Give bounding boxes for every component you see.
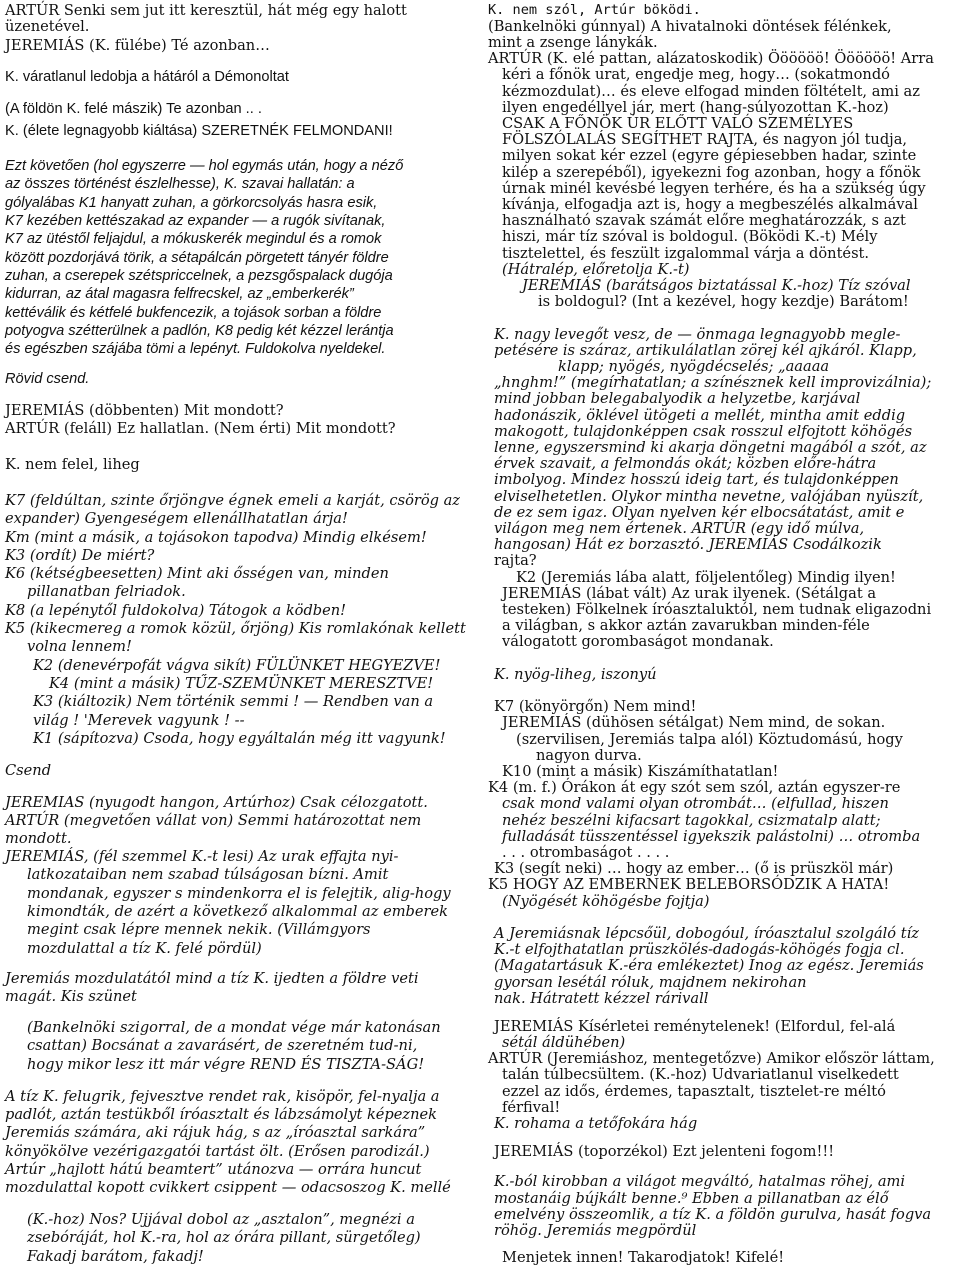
text-line: elviselhetetlen. Olykor mintha nevetne, valójában nyüszít,: [494, 487, 924, 505]
text-line: fulladását tüsszentéssel igyekszik palástolni) … otromba: [502, 827, 921, 845]
text-line: testeken) Fölkelnek íróasztaluktól, nem tudnak eligazodni: [502, 601, 932, 618]
text-line: FÖLSZÓLALÁS SEGÍTHET RAJTA, és nagyon jól tudja,: [502, 131, 908, 149]
text-line: K7 (könyörgőn) Nem mind!: [494, 698, 697, 716]
text-line: a világban, s akkor aztán zavarukban minden-féle: [502, 617, 870, 635]
text-line: lenne, egyszersmind ki akarja döngetni magából a szót, az: [494, 439, 927, 456]
text-line: K7 (feldúltan, szinte őrjöngve égnek emeli a karját, csörög az: [5, 492, 460, 509]
text-line: tisztelettel, és feszült izgalommal várja a döntést.: [502, 244, 870, 262]
text-line: JEREMIÁS Kísérletei reménytelenek! (Elfordul, fel-alá: [494, 1017, 896, 1035]
text-line: csak mond valami olyan otrombát… (elfullad, hiszen: [502, 795, 889, 813]
text-line: K. nyög-liheg, iszonyú: [494, 665, 657, 683]
text-line: K. váratlanul ledobja a hátáról a Démonoltat: [5, 69, 289, 85]
text-line: kettéválik és kétfelé bukfencezik, a tojások sorban a földre: [5, 305, 382, 321]
text-line: nak. Hátratett kézzel rárivall: [494, 989, 709, 1007]
text-line: K4 (mint a másik) TŰZ-SZEMÜNKET MERESZTVE!: [49, 675, 434, 692]
text-line: ezzel az idős, érdemes, tapasztalt, tisztelet-re méltó: [502, 1082, 886, 1100]
text-line: milyen sokat kér ezzel (egyre gépiesebben hadar, szinte: [502, 147, 917, 165]
text-line: kilép a szerepéből), igyekezni fog azonban, hogy a főnök: [502, 163, 921, 181]
text-line: JEREMIÁS (barátságos biztatással K.-hoz) Tíz szóval: [522, 277, 911, 294]
text-line: Artúr „hajlott hátú beamtert” utánozva — orrára huncut: [5, 1161, 422, 1178]
text-line: K2 (denevérpofát vágva sikít) FÜLÜNKET HEGYEZVE!: [33, 657, 441, 674]
text-line: (Hátralép, előretolja K.-t): [502, 260, 690, 278]
text-line: gólyalábas K1 hanyatt zuhan, a görkorcsolyás hasra esik,: [5, 195, 378, 211]
text-line: klapp; nyögés, nyögdécselés; „aaaaa: [558, 358, 830, 375]
text-line: K. nem szól, Artúr böködi.: [488, 1, 701, 18]
text-line: hangosan) Hát ez borzasztó. JEREMIÁS Csodálkozik: [494, 536, 882, 554]
text-line: között pozdorjává törik, a sétapálcán pörgetett tányér földre: [5, 250, 389, 266]
text-line: K1 (sápítozva) Csoda, hogy egyáltalán még itt vagyunk!: [33, 730, 446, 747]
text-line: úrnak minél kevésbé legyen terhére, és ha a szükség úgy: [502, 179, 926, 197]
text-line: hogy mikor lesz itt már végre REND ÉS TISZTA-SÁG!: [27, 1056, 425, 1073]
text-line: sétál áldühében): [502, 1033, 626, 1051]
text-line: férfival!: [502, 1098, 561, 1116]
text-line: „hnghm!” (megírhatatlan; a színésznek kell improvizálnia);: [494, 374, 932, 392]
text-line: nagyon durva.: [536, 746, 642, 764]
text-line: Km (mint a másik, a tojásokon tapodva) Mindig elkésem!: [5, 529, 427, 546]
text-line: kimondták, de azért a következő alkalommal az emberek: [27, 903, 448, 920]
text-line: érvek szavait, a felmondás okát; közben előre-hátra: [494, 455, 877, 473]
text-line: nehéz beszélni kifacsart tagokkal, csizmatalp alatt;: [502, 811, 881, 829]
text-line: potyogva szétterülnek a padlón, K8 pedig két kézzel lerántja: [5, 323, 394, 339]
text-line: hiszi, már tíz szóval is boldogul. (Böködi K.-t) Mély: [502, 228, 878, 246]
text-line: K7 kezében kettészakad az expander — a rugók sivítanak,: [5, 213, 386, 229]
text-line: mind jobban belegabalyodik a helyzetbe, karjával: [494, 390, 861, 408]
text-line: zuhan, a cserepek szétspriccelnek, a pezsgőspalack dugója: [5, 268, 393, 284]
text-line: kívánja, elfogadja azt is, hogy a megbeszélés alkalmával: [502, 196, 918, 213]
text-line: K3 (ordít) De miért?: [5, 547, 155, 564]
text-line: K6 (kétségbeesetten) Mint aki ősségen van, minden: [5, 565, 389, 582]
text-line: K5 HOGY AZ EMBERNEK BELEBORSÓDZIK A HATA!: [488, 876, 890, 894]
text-line: K. (élete legnagyobb kiáltása) SZERETNÉK FELMONDANI!: [5, 123, 393, 139]
text-line: zsebóráját, hol K.-ra, hol az órára pillant, sürgetőleg): [27, 1229, 421, 1246]
text-line: magát. Kis szünet: [5, 988, 137, 1005]
text-line: K.-ból kirobban a világot megváltó, hatalmas röhej, ami: [494, 1173, 906, 1191]
text-line: üzenetével.: [5, 18, 90, 35]
text-line: K3 (kiáltozik) Nem történik semmi ! — Rendben van a: [33, 693, 434, 710]
text-line: és egészben szájába tömi a lepényt. Fuldokolva nyeldekel.: [5, 341, 386, 357]
text-line: K4 (m. f.) Órákon át egy szót sem szól, aztán egyszer-re: [488, 779, 901, 797]
text-line: mostanáig bújkált benne.⁹ Ebben a pillanatban az élő: [494, 1189, 889, 1207]
text-line: A Jeremiásnak lépcsőül, dobogóul, íróasztalul szolgáló tíz: [494, 925, 919, 942]
text-line: CSAK A FŐNÖK ÚR ELŐTT VALÓ SZEMÉLYES: [502, 115, 854, 132]
text-line: ARTÚR (feláll) Ez hallatlan. (Nem érti) Mit mondott?: [5, 420, 396, 437]
text-line: latkozataiban nem szabad túlságosan bízni. Amit: [27, 866, 389, 883]
text-line: kézmozdulat)… és eleve elfogad minden föltételt, ami az: [502, 82, 920, 100]
text-line: használható szavak számát előre meghatározzák, s azt: [502, 212, 906, 230]
text-line: (Bankelnöki szigorral, de a mondat vége már katonásan: [27, 1019, 441, 1036]
text-line: Rövid csend.: [5, 371, 90, 387]
text-line: ilyen engedéllyel jár, mert (hang-súlyozottan K.-hoz): [502, 98, 889, 116]
text-line: Fakadj barátom, fakadj!: [27, 1248, 204, 1265]
text-line: megint csak lépre mennek nekik. (Villámgyors: [27, 921, 371, 938]
text-line: emelvény összeomlik, a tíz K. a földön gurulva, hasát fogva: [494, 1205, 932, 1223]
text-line: pillanatban felriadok.: [27, 583, 186, 600]
text-line: ARTÚR (Jeremiáshoz, mentegetőzve) Amikor először láttam,: [488, 1050, 935, 1068]
text-line: padlót, aztán testükből íróasztalt és lábzsámolyt képeznek: [5, 1106, 437, 1123]
text-line: világ ! 'Merevek vagyunk ! --: [33, 712, 245, 729]
text-line: (szervilisen, Jeremiás talpa alól) Köztudomású, hogy: [516, 730, 903, 748]
text-line: JEREMIÁS (K. fülébe) Té azonban…: [5, 37, 270, 54]
text-line: JEREMIÁS (dühösen sétálgat) Nem mind, de sokan.: [502, 714, 886, 732]
text-line: (K.-hoz) Nos? Ujjával dobol az „asztalon”, megnézi a: [27, 1211, 415, 1228]
text-line: is boldogul? (Int a kezével, hogy kezdje) Barátom!: [538, 293, 909, 311]
text-line: JEREMIÁS (toporzékol) Ezt jelenteni fogom!!!: [494, 1142, 835, 1160]
text-line: kéri a főnök urat, engedje meg, hogy… (sokatmondó: [502, 66, 890, 84]
text-line: K. nem felel, liheg: [5, 456, 140, 473]
text-line: K. rohama a tetőfokára hág: [494, 1114, 698, 1132]
text-line: imbolyog. Mindez hosszú ideig tart, és tulajdonképpen: [494, 471, 899, 489]
text-line: expander) Gyengeségem ellenállhatatlan árja!: [5, 510, 348, 527]
text-line: ARTÚR (K. elé pattan, alázatoskodik) Öööööö! Öööööö! Arra: [488, 50, 934, 68]
text-line: rajta?: [494, 552, 537, 570]
text-line: ARTÚR (megvetően vállat von) Semmi határozottat nem: [5, 812, 422, 829]
text-line: talán túlbecsültem. (K.-hoz) Udvariatlanul viselkedett: [502, 1066, 899, 1084]
text-line: világon meg nem értenek. ARTÚR (egy idő múlva,: [494, 520, 865, 537]
text-line: . . . otrombaságot . . . .: [502, 844, 670, 861]
text-line: JEREMIAS (nyugodt hangon, Artúrhoz) Csak célozgatott.: [5, 794, 428, 811]
text-line: könyökölve vezérigazgatói tartást ölt. (Erősen parodizál.): [5, 1143, 430, 1160]
text-line: ARTÚR Senki sem jut itt keresztül, hát még egy halott: [5, 2, 407, 19]
text-line: JEREMIÁS (lábat vált) Az urak ilyenek. (Sétálgat a: [502, 584, 877, 602]
text-line: Menjetek innen! Takarodjatok! Kifelé!: [502, 1249, 785, 1266]
text-line: K5 (kikecmereg a romok közül, őrjöng) Kis romlakónak kellett: [5, 620, 466, 637]
text-line: röhög. Jeremiás megpördül: [494, 1222, 697, 1239]
text-line: gyorsan lesétál róluk, majdnem nekirohan: [494, 973, 807, 991]
text-line: mozdulattal a tíz K. felé pördül): [27, 940, 262, 957]
text-line: Jeremiás számára, aki rájuk hág, s az „íróasztal sarkára”: [5, 1124, 426, 1141]
text-line: mozdulattal kopott cvikkert csippent — odacsoszog K. mellé: [5, 1179, 451, 1196]
text-line: K3 (segít neki) … hogy az ember… (ő is prüszköl már): [494, 860, 894, 878]
text-line: (Nyögését köhögésbe fojtja): [502, 892, 710, 910]
text-line: válogatott gorombaságot mondanak.: [502, 633, 774, 651]
text-line: JEREMIÁS, (fél szemmel K.-t lesi) Az urak effajta nyi-: [5, 848, 399, 865]
text-line: K7 az ütéstől feljajdul, a mókuskerék megindul és a romok: [5, 231, 382, 247]
text-line: K.-t elfojthatatlan prüszkölés-dadogás-köhögés fogja cl.: [494, 941, 905, 959]
text-line: makogott, tulajdonképpen csak rosszul elfojtott köhögés: [494, 422, 913, 440]
text-line: (Bankelnöki gúnnyal) A hivatalnoki döntések félénkek,: [488, 17, 892, 35]
text-line: mint a zsenge lánykák.: [488, 34, 658, 51]
text-line: petésére is száraz, artikulálatlan zörej kél ajkáról. Klapp,: [494, 341, 917, 359]
text-line: mondanak, egyszer s mindenkorra el is felejtik, alig-hogy: [27, 885, 451, 902]
text-line: Ezt követően (hol egyszerre — hol egymás után, hogy a néző: [5, 158, 404, 174]
text-line: K10 (mint a másik) Kiszámíthatatlan!: [502, 763, 779, 780]
text-line: hadonászik, öklével ütögeti a mellét, mintha amit eddig: [494, 406, 906, 424]
text-line: volna lennem!: [27, 638, 132, 655]
text-line: kidurran, az átal magasra felfrecskel, az „emberkerék”: [5, 286, 354, 302]
text-line: de ez sem igaz. Olyan nyelven kér elbocsátatást, amit e: [494, 503, 905, 521]
text-line: K8 (a lepénytől fuldokolva) Tátogok a ködben!: [5, 602, 347, 619]
text-line: A tíz K. felugrik, fejvesztve rendet rak, kisöpör, fel-nyalja a: [5, 1088, 440, 1105]
text-line: mondott.: [5, 830, 72, 847]
text-line: az összes történést észlelhesse), K. szavai hallatán: a: [5, 176, 355, 192]
text-line: csattan) Bocsánat a zavarásért, de szeretném tud-ni,: [27, 1037, 418, 1054]
text-line: Csend: [5, 762, 52, 779]
text-line: Jeremiás mozdulatától mind a tíz K. ijedten a földre veti: [5, 970, 419, 987]
text-line: K2 (Jeremiás lába alatt, följelentőleg) Mindig ilyen!: [516, 568, 896, 586]
text-line: (Magatartásuk K.-éra emlékeztet) Inog az egész. Jeremiás: [494, 957, 924, 975]
text-line: JEREMIÁS (döbbenten) Mit mondott?: [5, 402, 284, 419]
text-line: (A földön K. felé mászik) Te azonban .. .: [5, 101, 262, 117]
text-line: K. nagy levegőt vesz, de — önmaga legnagyobb megle-: [494, 325, 901, 343]
